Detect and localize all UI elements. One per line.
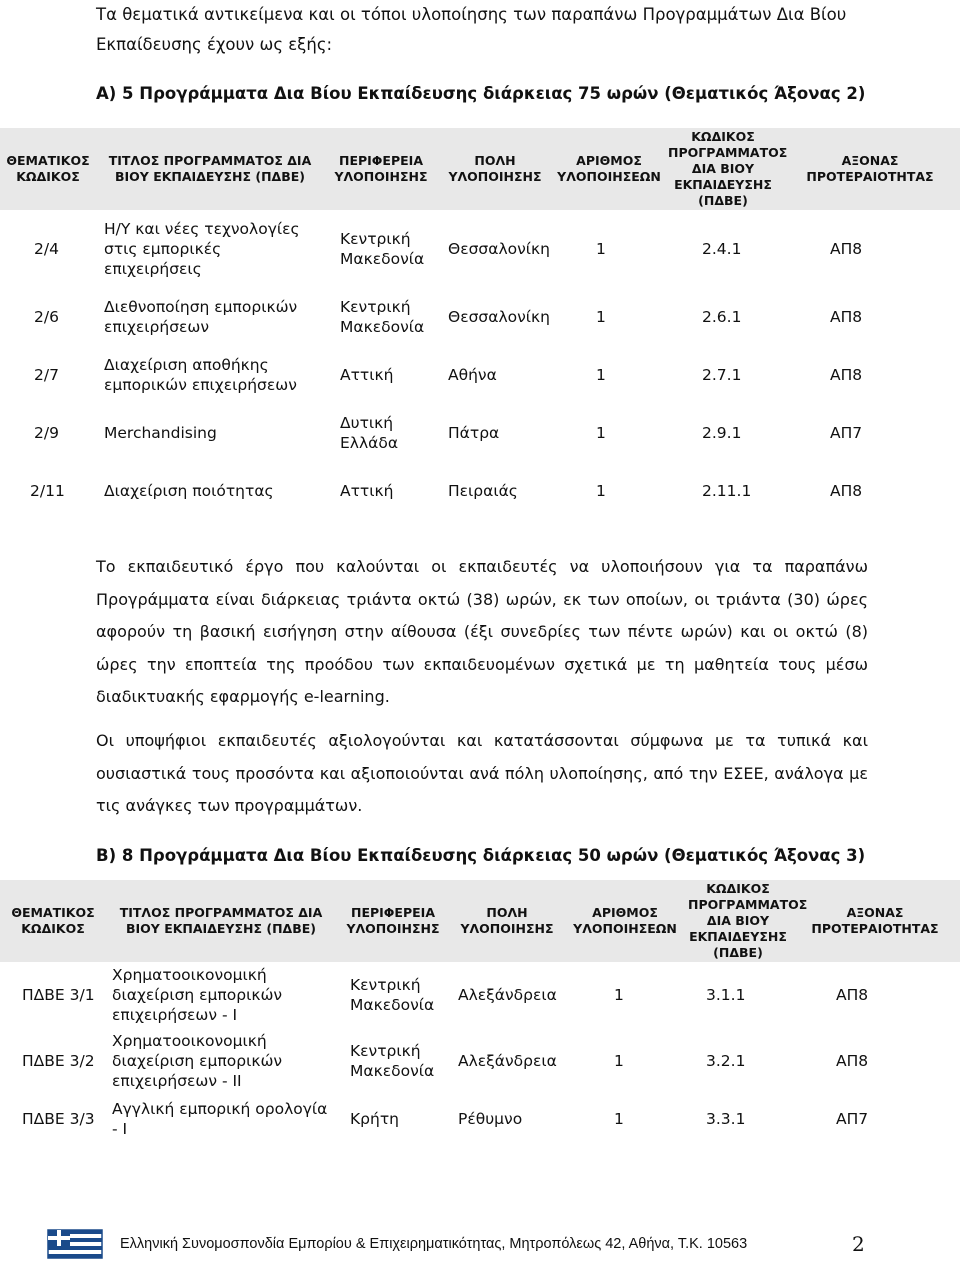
cell-city: Ρέθυμνο (458, 1110, 523, 1128)
cell-axis: ΑΠ7 (830, 424, 863, 442)
cell-code: 2/4 (34, 240, 59, 258)
table-row (0, 462, 960, 520)
table-b-header (0, 880, 960, 962)
table-b (0, 880, 960, 1144)
cell-city: Αλεξάνδρεια (458, 986, 557, 1004)
cell-title: Αγγλική εμπορική ορολογία - Ι (112, 1100, 328, 1138)
section-a-heading: Α) 5 Προγράμματα Δια Βίου Εκπαίδευσης διάρκειας 75 ωρών (Θεματικός Άξονας 2) (96, 84, 866, 103)
cell-city: Θεσσαλονίκη (448, 240, 550, 258)
cell-title: Χρηματοοικονομική διαχείριση εμπορικών επιχειρήσεων - Ι (112, 966, 283, 1024)
cell-code: 2/11 (30, 482, 65, 500)
cell-program-code: 2.7.1 (702, 366, 742, 384)
cell-title: Χρηματοοικονομική διαχείριση εμπορικών επιχειρήσεων - ΙΙ (112, 1032, 283, 1090)
header-cell: ΤΙΤΛΟΣ ΠΡΟΓΡΑΜΜΑΤΟΣ ΔΙΑ ΒΙΟΥ ΕΚΠΑΙΔΕΥΣΗΣ (ΠΔΒΕ) (119, 905, 323, 936)
cell-axis: ΑΠ7 (836, 1110, 869, 1128)
cell-count: 1 (596, 308, 606, 326)
cell-city: Αθήνα (448, 366, 497, 384)
table-row (0, 962, 960, 1028)
header-cell: ΠΕΡΙΦΕΡΕΙΑ ΥΛΟΠΟΙΗΣΗΣ (346, 905, 440, 936)
cell-program-code: 3.3.1 (706, 1110, 746, 1128)
cell-count: 1 (596, 482, 606, 500)
cell-city: Θεσσαλονίκη (448, 308, 550, 326)
cell-count: 1 (596, 240, 606, 258)
header-cell: ΘΕΜΑΤΙΚΟΣ ΚΩΔΙΚΟΣ (6, 153, 90, 184)
organization-logo (44, 1222, 106, 1262)
header-cell: ΘΕΜΑΤΙΚΟΣ ΚΩΔΙΚΟΣ (11, 905, 95, 936)
cell-region: Κεντρική Μακεδονία (350, 976, 435, 1014)
cell-program-code: 2.4.1 (702, 240, 742, 258)
cell-axis: ΑΠ8 (830, 482, 863, 500)
cell-region: Αττική (340, 482, 394, 500)
cell-code: 2/6 (34, 308, 59, 326)
cell-program-code: 3.2.1 (706, 1052, 746, 1070)
intro-text: Τα θεματικά αντικείμενα και οι τόποι υλοποίησης των παραπάνω Προγραμμάτων Δια Βίου Εκπαίδευσης έχουν ως εξής: (96, 5, 847, 54)
cell-axis: ΑΠ8 (830, 308, 863, 326)
section-b-heading: Β) 8 Προγράμματα Δια Βίου Εκπαίδευσης διάρκειας 50 ωρών (Θεματικός Άξονας 3) (96, 846, 866, 865)
cell-program-code: 2.11.1 (702, 482, 752, 500)
cell-region: Αττική (340, 366, 394, 384)
header-cell: ΠΟΛΗ ΥΛΟΠΟΙΗΣΗΣ (448, 153, 542, 184)
cell-title: Διαχείριση ποιότητας (104, 482, 274, 500)
table-a-header (0, 128, 960, 210)
cell-code: 2/9 (34, 424, 59, 442)
cell-code: ΠΔΒΕ 3/3 (22, 1110, 95, 1128)
header-cell: ΑΞΟΝΑΣ ΠΡΟΤΕΡΑΙΟΤΗΤΑΣ (806, 153, 934, 184)
footer-text: Ελληνική Συνομοσπονδία Εμπορίου & Επιχειρηματικότητας, Μητροπόλεως 42, Αθήνα, Τ.Κ. 10563 (120, 1236, 748, 1252)
cell-axis: ΑΠ8 (836, 986, 869, 1004)
cell-title: Διαχείριση αποθήκης εμπορικών επιχειρήσεων (104, 356, 297, 394)
cell-code: ΠΔΒΕ 3/1 (22, 986, 95, 1004)
header-cell: ΠΟΛΗ ΥΛΟΠΟΙΗΣΗΣ (460, 905, 554, 936)
cell-city: Πάτρα (448, 424, 500, 442)
cell-count: 1 (614, 1110, 624, 1128)
cell-region: Κρήτη (350, 1110, 399, 1128)
cell-region: Δυτική Ελλάδα (340, 414, 399, 452)
cell-code: ΠΔΒΕ 3/2 (22, 1052, 95, 1070)
cell-program-code: 2.9.1 (702, 424, 742, 442)
cell-count: 1 (596, 366, 606, 384)
header-cell: ΑΞΟΝΑΣ ΠΡΟΤΕΡΑΙΟΤΗΤΑΣ (811, 905, 939, 936)
table-a (0, 128, 960, 520)
table-row (0, 346, 960, 404)
cell-region: Κεντρική Μακεδονία (340, 230, 425, 268)
header-cell: ΠΕΡΙΦΕΡΕΙΑ ΥΛΟΠΟΙΗΣΗΣ (334, 153, 428, 184)
page-number: 2 (852, 1232, 865, 1256)
cell-program-code: 2.6.1 (702, 308, 742, 326)
table-row (0, 404, 960, 462)
cell-region: Κεντρική Μακεδονία (350, 1042, 435, 1080)
header-cell: ΑΡΙΘΜΟΣ ΥΛΟΠΟΙΗΣΕΩΝ (557, 153, 661, 184)
cell-axis: ΑΠ8 (836, 1052, 869, 1070)
cell-title: Η/Υ και νέες τεχνολογίες στις εμπορικές επιχειρήσεις (104, 220, 300, 278)
table-row (0, 210, 960, 288)
paragraph-1: Το εκπαιδευτικό έργο που καλούνται οι εκπαιδευτές να υλοποιήσουν για τα παραπάνω Προγράμματα είναι διάρκειας τριάντα οκτώ (38) ωρών, εκ των οποίων, οι τριάντα (30) ώρες αφορούν τη βασική εισήγηση στην αίθουσα (έξι συνεδρίες των πέντε ωρών) και οι οκτώ (8) ώρες την εποπτεία της προόδου των εκπαιδευομένων σχετικά με τη μαθητεία τους μέσω διαδικτυακής εφαρμογής e-learning. (96, 557, 868, 706)
header-cell: ΚΩΔΙΚΟΣ ΠΡΟΓΡΑΜΜΑΤΟΣ ΔΙΑ ΒΙΟΥ ΕΚΠΑΙΔΕΥΣΗΣ (ΠΔΒΕ) (688, 881, 808, 960)
paragraph-2: Οι υποψήφιοι εκπαιδευτές αξιολογούνται και κατατάσσονται σύμφωνα με τα τυπικά και ουσιαστικά τους προσόντα και αξιοποιούνται ανά πόλη υλοποίησης, από την ΕΣΕΕ, ανάλογα με τις ανάγκες των προγραμμάτων. (96, 731, 868, 815)
cell-count: 1 (614, 986, 624, 1004)
table-row (0, 1094, 960, 1144)
cell-city: Αλεξάνδρεια (458, 1052, 557, 1070)
header-cell: ΑΡΙΘΜΟΣ ΥΛΟΠΟΙΗΣΕΩΝ (573, 905, 677, 936)
cell-city: Πειραιάς (448, 482, 518, 500)
header-cell: ΤΙΤΛΟΣ ΠΡΟΓΡΑΜΜΑΤΟΣ ΔΙΑ ΒΙΟΥ ΕΚΠΑΙΔΕΥΣΗΣ (ΠΔΒΕ) (108, 153, 312, 184)
cell-program-code: 3.1.1 (706, 986, 746, 1004)
cell-code: 2/7 (34, 366, 59, 384)
cell-count: 1 (614, 1052, 624, 1070)
cell-axis: ΑΠ8 (830, 366, 863, 384)
header-cell: ΚΩΔΙΚΟΣ ΠΡΟΓΡΑΜΜΑΤΟΣ ΔΙΑ ΒΙΟΥ ΕΚΠΑΙΔΕΥΣΗΣ (ΠΔΒΕ) (668, 129, 788, 208)
table-row (0, 288, 960, 346)
cell-title: Διεθνοποίηση εμπορικών επιχειρήσεων (104, 298, 298, 336)
cell-axis: ΑΠ8 (830, 240, 863, 258)
table-row (0, 1028, 960, 1094)
cell-region: Κεντρική Μακεδονία (340, 298, 425, 336)
cell-title: Merchandising (104, 424, 217, 442)
cell-count: 1 (596, 424, 606, 442)
